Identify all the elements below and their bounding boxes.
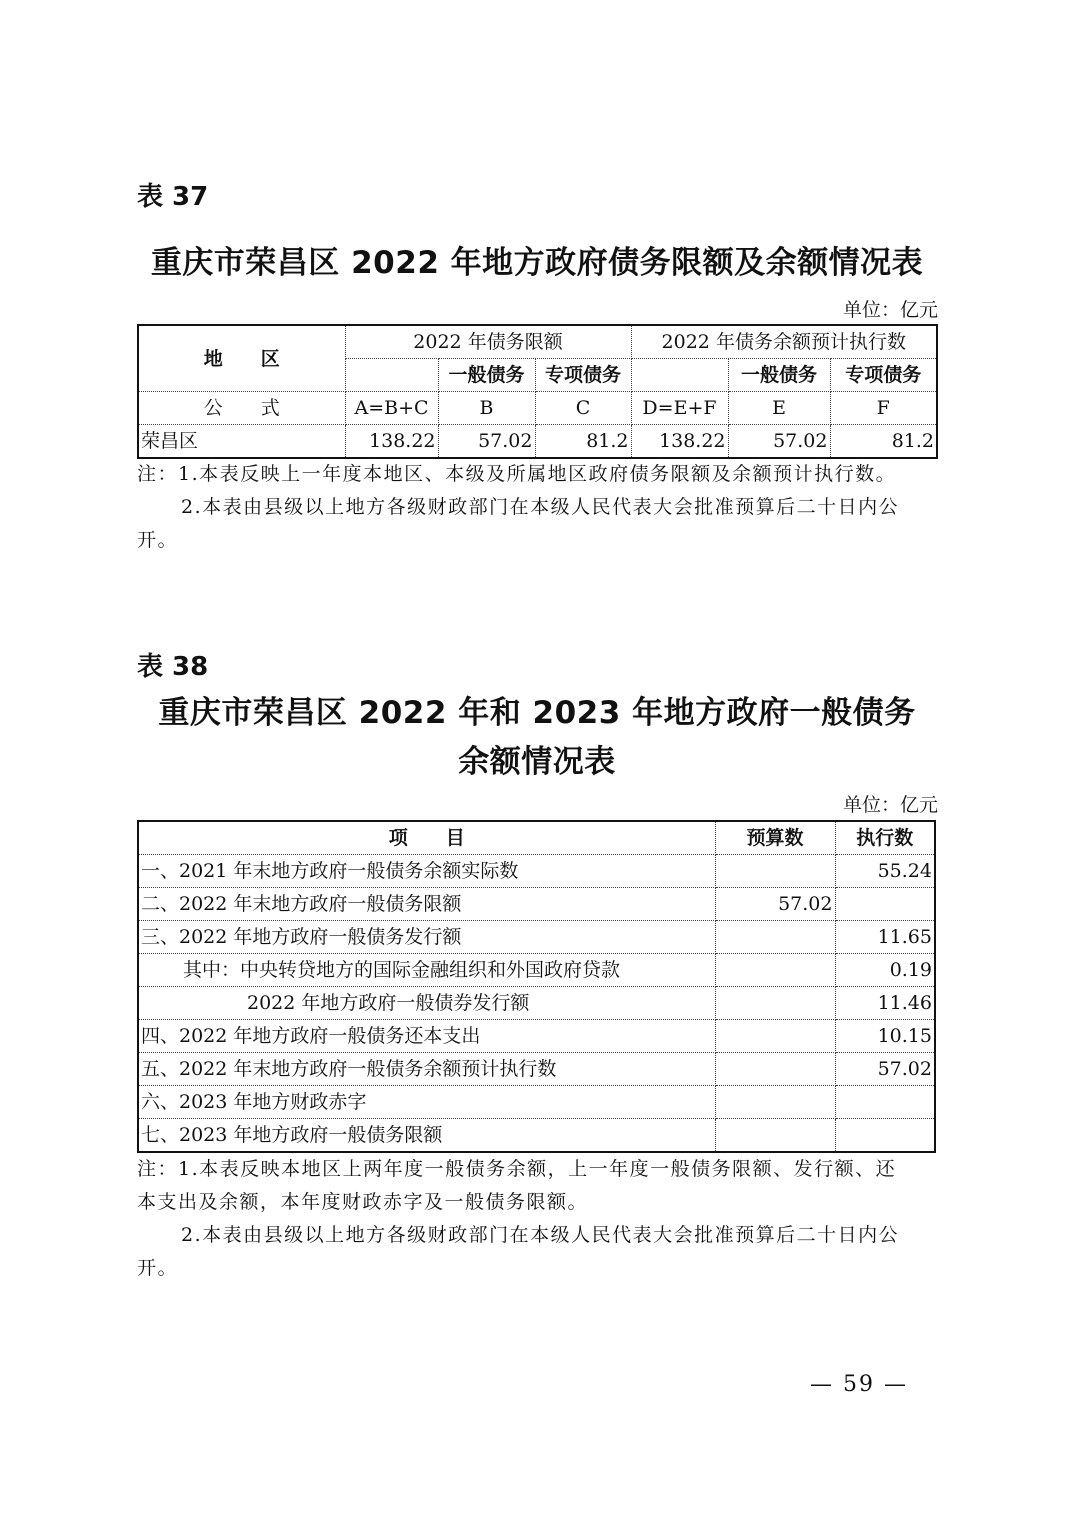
table38-title-line1: 重庆市荣昌区 2022 年和 2023 年地方政府一般债务	[158, 695, 916, 731]
limit-special-value: 81.2	[535, 425, 631, 459]
row-budget	[715, 987, 835, 1020]
table38-title-line2: 余额情况表	[458, 744, 616, 780]
header-limit-group: 2022 年债务限额	[345, 325, 631, 359]
row-item: 其中：中央转贷地方的国际金融组织和外国政府贷款	[138, 954, 715, 987]
row-item: 七、2023 年地方政府一般债务限额	[138, 1119, 715, 1153]
table-row	[138, 855, 935, 888]
formula-b: B	[438, 392, 535, 425]
header-item: 项 目	[138, 821, 715, 855]
row-item: 三、2022 年地方政府一般债务发行额	[138, 921, 715, 954]
table-row	[138, 425, 937, 459]
debt-limit-balance-table	[137, 324, 938, 459]
row-actual	[835, 888, 935, 921]
table38-label: 表 38	[137, 652, 209, 682]
formula-row	[138, 392, 937, 425]
row-actual: 10.15	[835, 1020, 935, 1053]
general-debt-balance-table	[137, 820, 936, 1153]
header-actual: 执行数	[835, 821, 935, 855]
table38-note2: 2.本表由县级以上地方各级财政部门在本级人民代表大会批准预算后二十日内公	[181, 1224, 900, 1246]
limit-general-value: 57.02	[438, 425, 535, 459]
row-actual	[835, 1119, 935, 1153]
row-actual: 57.02	[835, 1053, 935, 1086]
row-actual: 11.46	[835, 987, 935, 1020]
table-row	[138, 1053, 935, 1086]
table-row	[138, 954, 935, 987]
table-row	[138, 1086, 935, 1119]
table38-unit: 单位：亿元	[842, 794, 938, 816]
header-limit-special: 专项债务	[535, 359, 631, 392]
row-budget	[715, 1020, 835, 1053]
page-number: — 59 —	[810, 1372, 908, 1397]
row-actual	[835, 1086, 935, 1119]
row-budget: 57.02	[715, 888, 835, 921]
formula-label: 公 式	[138, 392, 345, 425]
formula-e: E	[728, 392, 830, 425]
table37-label: 表 37	[137, 182, 209, 212]
row-actual: 0.19	[835, 954, 935, 987]
formula-a: A=B+C	[345, 392, 438, 425]
header-budget: 预算数	[715, 821, 835, 855]
balance-special-value: 81.2	[830, 425, 937, 459]
formula-d: D=E+F	[631, 392, 728, 425]
limit-total-value: 138.22	[345, 425, 438, 459]
table38-note2-cont: 开。	[137, 1257, 179, 1279]
table-row	[138, 888, 935, 921]
balance-general-value: 57.02	[728, 425, 830, 459]
header-balance-total	[631, 359, 728, 392]
table-row	[138, 987, 935, 1020]
row-item: 五、2022 年末地方政府一般债务余额预计执行数	[138, 1053, 715, 1086]
row-budget	[715, 1086, 835, 1119]
row-item: 六、2023 年地方财政赤字	[138, 1086, 715, 1119]
header-balance-general: 一般债务	[728, 359, 830, 392]
formula-f: F	[830, 392, 937, 425]
row-item: 一、2021 年末地方政府一般债务余额实际数	[138, 855, 715, 888]
header-region: 地 区	[138, 325, 345, 392]
table37-note2: 2.本表由县级以上地方各级财政部门在本级人民代表大会批准预算后二十日内公	[181, 496, 900, 518]
table38-note1-line1: 注：1.本表反映本地区上两年度一般债务余额，上一年度一般债务限额、发行额、还	[137, 1158, 897, 1180]
row-item: 2022 年地方政府一般债券发行额	[138, 987, 715, 1020]
header-limit-general: 一般债务	[438, 359, 535, 392]
row-item: 四、2022 年地方政府一般债务还本支出	[138, 1020, 715, 1053]
table-row	[138, 1020, 935, 1053]
header-balance-special: 专项债务	[830, 359, 937, 392]
table37-note2-cont: 开。	[137, 529, 179, 551]
row-budget	[715, 954, 835, 987]
region-name: 荣昌区	[138, 425, 345, 459]
table37-unit: 单位：亿元	[842, 299, 938, 321]
header-balance-group: 2022 年债务余额预计执行数	[631, 325, 937, 359]
row-budget	[715, 1053, 835, 1086]
row-item: 二、2022 年末地方政府一般债务限额	[138, 888, 715, 921]
table37-note1: 注：1.本表反映上一年度本地区、本级及所属地区政府债务限额及余额预计执行数。	[137, 463, 897, 485]
table38-note1-line2: 本支出及余额，本年度财政赤字及一般债务限额。	[137, 1191, 589, 1213]
table-row	[138, 1119, 935, 1153]
row-budget	[715, 921, 835, 954]
row-actual: 11.65	[835, 921, 935, 954]
row-budget	[715, 1119, 835, 1153]
formula-c: C	[535, 392, 631, 425]
balance-total-value: 138.22	[631, 425, 728, 459]
row-budget	[715, 855, 835, 888]
header-limit-total	[345, 359, 438, 392]
table37-title: 重庆市荣昌区 2022 年地方政府债务限额及余额情况表	[150, 245, 924, 281]
table-row	[138, 921, 935, 954]
row-actual: 55.24	[835, 855, 935, 888]
